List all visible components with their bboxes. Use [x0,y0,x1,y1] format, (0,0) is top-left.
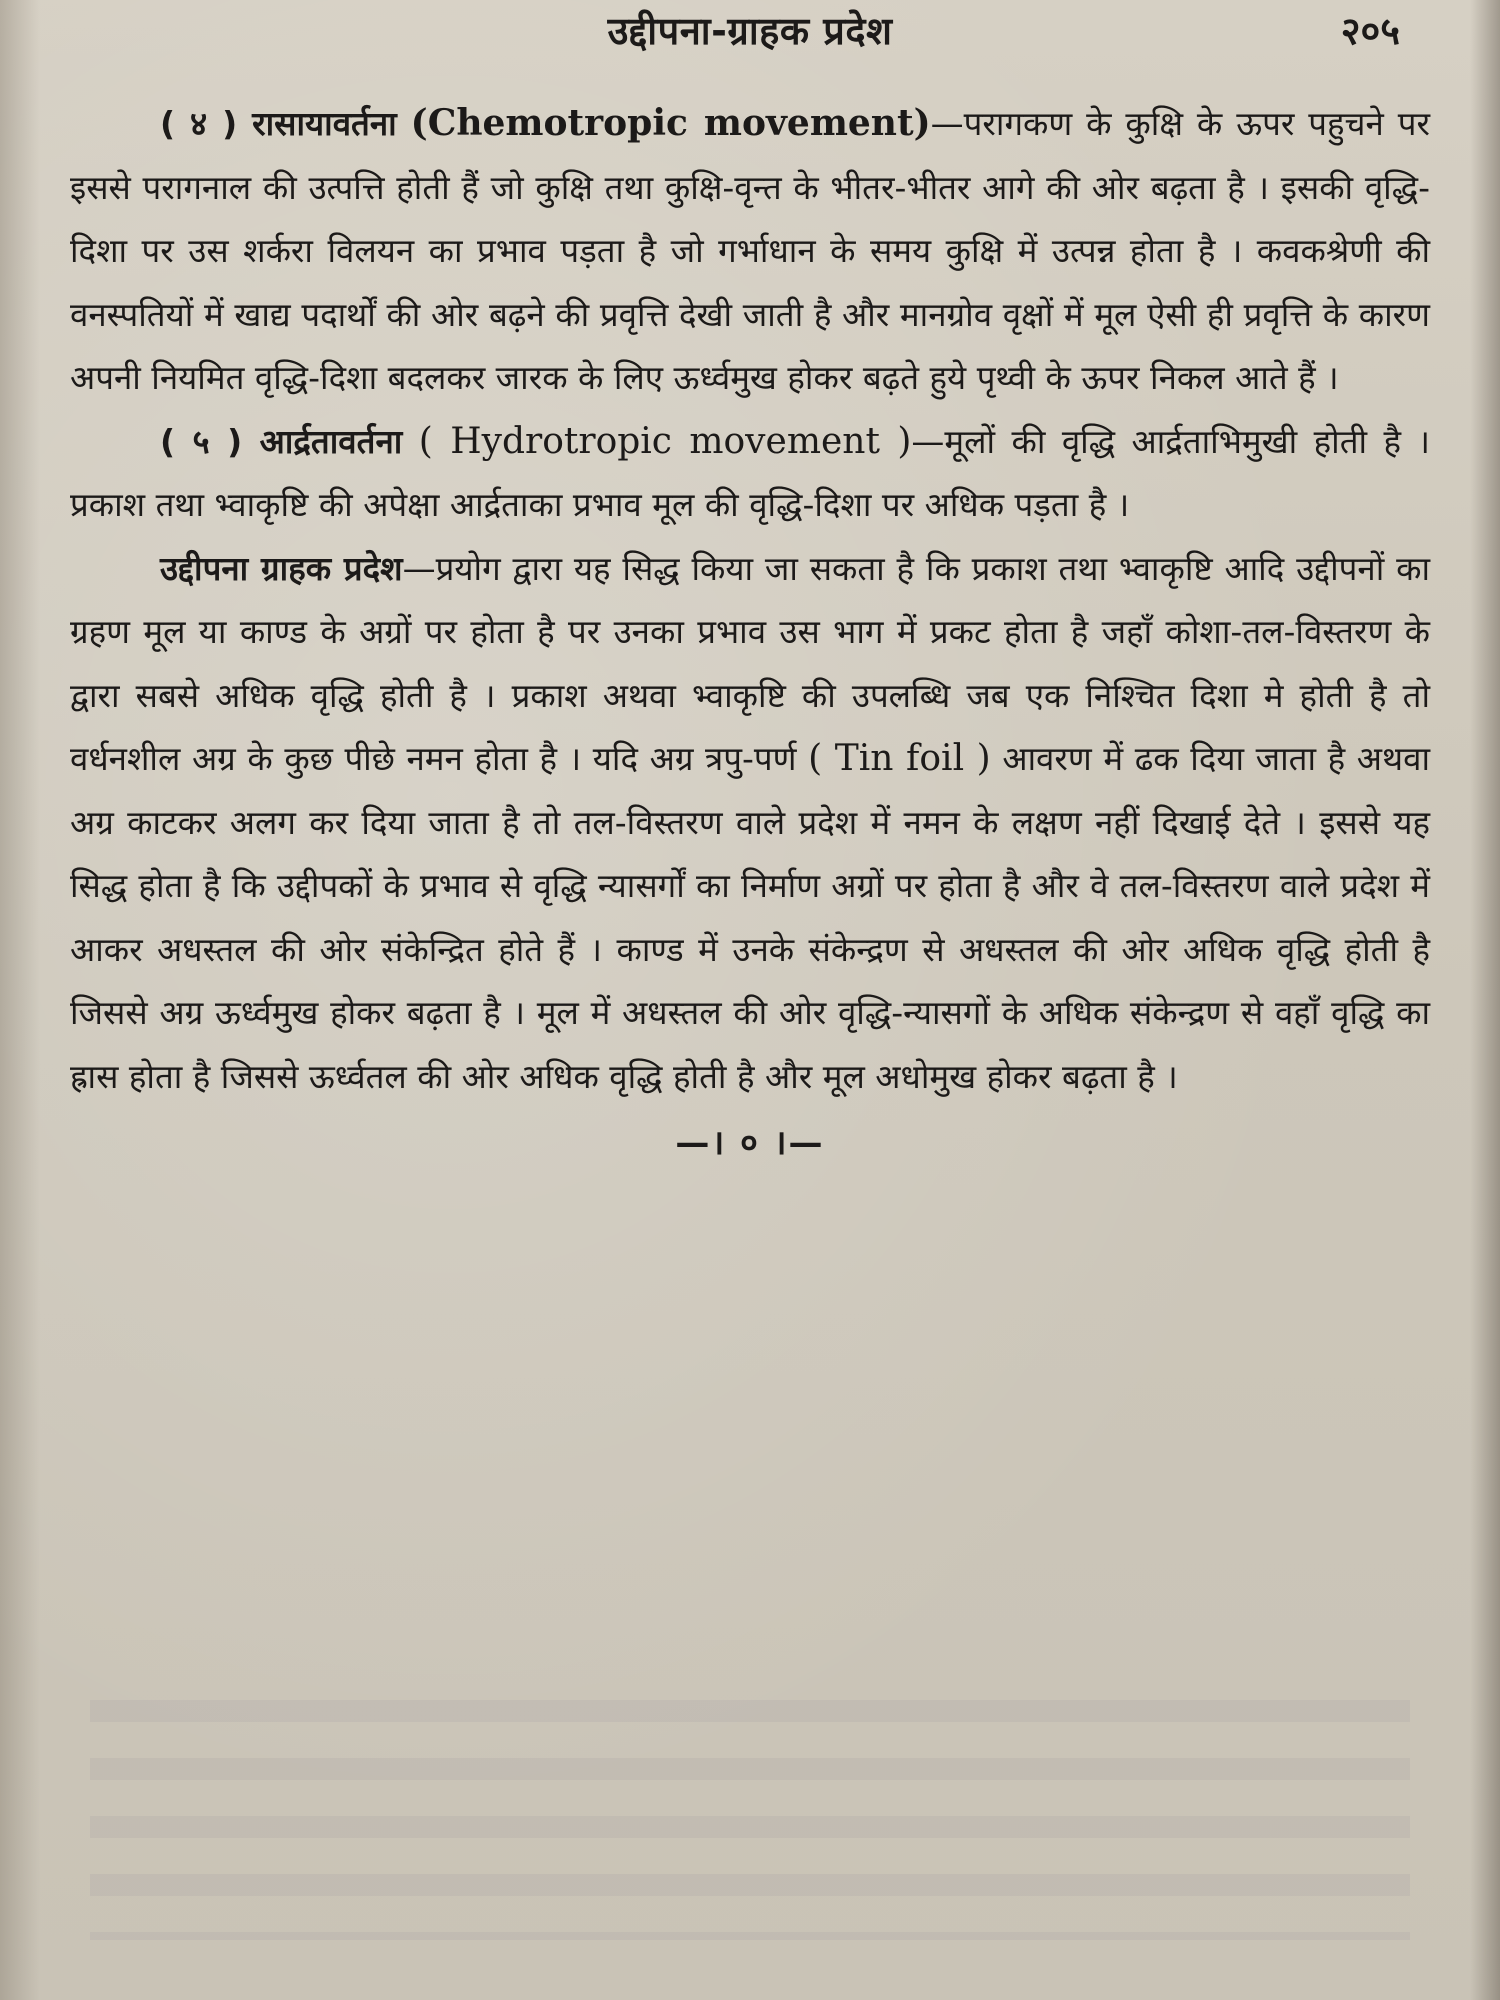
paragraph-text: आवरण में ढक दिया जाता है अथवा अग्र काटकर अलग कर दिया जाता है तो तल-विस्तरण वाले प्रदेश में नमन के लक्षण नहीं दिखाई देते । इससे यह सिद्ध होता है कि उद्दीपकों के प्रभाव से वृद्धि न्यासर्गों का निर्माण अग्रों पर होता है और वे तल-विस्तरण वाले प्रदेश में आकर अधस्तल की ओर संकेन्द्रित होते हैं । काण्ड में उनके संकेन्द्रण से अधस्तल की ओर अधिक वृद्धि होती है जिससे अग्र ऊर्ध्वमुख होकर बढ़ता है । मूल में अधस्तल की ओर वृद्धि-न्यासगों के अधिक संकेन्द्रण से वहाँ वृद्धि का ह्रास होता है जिससे ऊर्ध्वतल की ओर अधिक वृद्धि होती है और मूल अधोमुख होकर बढ़ता है । [70,739,1430,1096]
paragraph-text: —मूलों की वृद्धि आर्द्रताभिमुखी होती है । प्रकाश तथा भ्वाकृष्टि की अपेक्षा आर्द्रताका प्रभाव मूल की वृद्धि-दिशा पर अधिक पड़ता है । [70,421,1430,524]
end-ornament: —। ० ।— [675,1123,825,1163]
paragraph-hydrotropic [70,410,1430,537]
paragraph-heading: ( ५ ) आर्द्रतावर्तना [160,421,403,461]
show-through-texture [90,1700,1410,1940]
paragraph-receptor-region [70,537,1430,1109]
english-term: (Chemotropic movement) [410,102,931,144]
paragraph-heading: ( ४ ) रासायावर्तना [160,104,397,143]
paragraph-chemotropic [70,92,1430,410]
page-header [70,0,1430,66]
english-term: ( Tin foil ) [808,738,991,779]
running-title: उद्दीपना-ग्राहक प्रदेश [607,9,893,53]
page-number: २०५ [1340,9,1400,53]
body-text [70,92,1430,1108]
paragraph-text: —प्रयोग द्वारा यह सिद्ध किया जा सकता है कि प्रकाश तथा भ्वाकृष्टि आदि उद्दीपनों का ग्रहण मूल या काण्ड के अग्रों पर होता है पर उनका प्रभाव उस भाग में प्रकट होता है जहाँ कोशा-तल-विस्तरण के द्वारा सबसे अधिक वृद्धि होती है । प्रकाश अथवा भ्वाकृष्टि की उपलब्धि जब एक निश्चित दिशा मे होती है तो वर्धनशील अग्र के कुछ पीछे नमन होता है । यदि अग्र त्रपु-पर्ण [70,548,1431,778]
paragraph-text: —परागकण के कुक्षि के ऊपर पहुचने पर इससे परागनाल की उत्पत्ति होती हैं जो कुक्षि तथा कुक्षि-वृन्त के भीतर-भीतर आगे की ओर बढ़ता है । इसकी वृद्धि-दिशा पर उस शर्करा विलयन का प्रभाव पड़ता है जो गर्भाधान के समय कुक्षि में उत्पन्न होता है । कवकश्रेणी की वनस्पतियों में खाद्य पदार्थों की ओर बढ़ने की प्रवृत्ति देखी जाती है और मानग्रोव वृक्षों में मूल ऐसी ही प्रवृत्ति के कारण अपनी नियमित वृद्धि-दिशा बदलकर जारक के लिए ऊर्ध्वमुख होकर बढ़ते हुये पृथ्वी के ऊपर निकल आते हैं । [70,104,1430,397]
paragraph-heading: उद्दीपना ग्राहक प्रदेश [160,548,403,588]
english-term: ( Hydrotropic movement ) [418,420,912,462]
